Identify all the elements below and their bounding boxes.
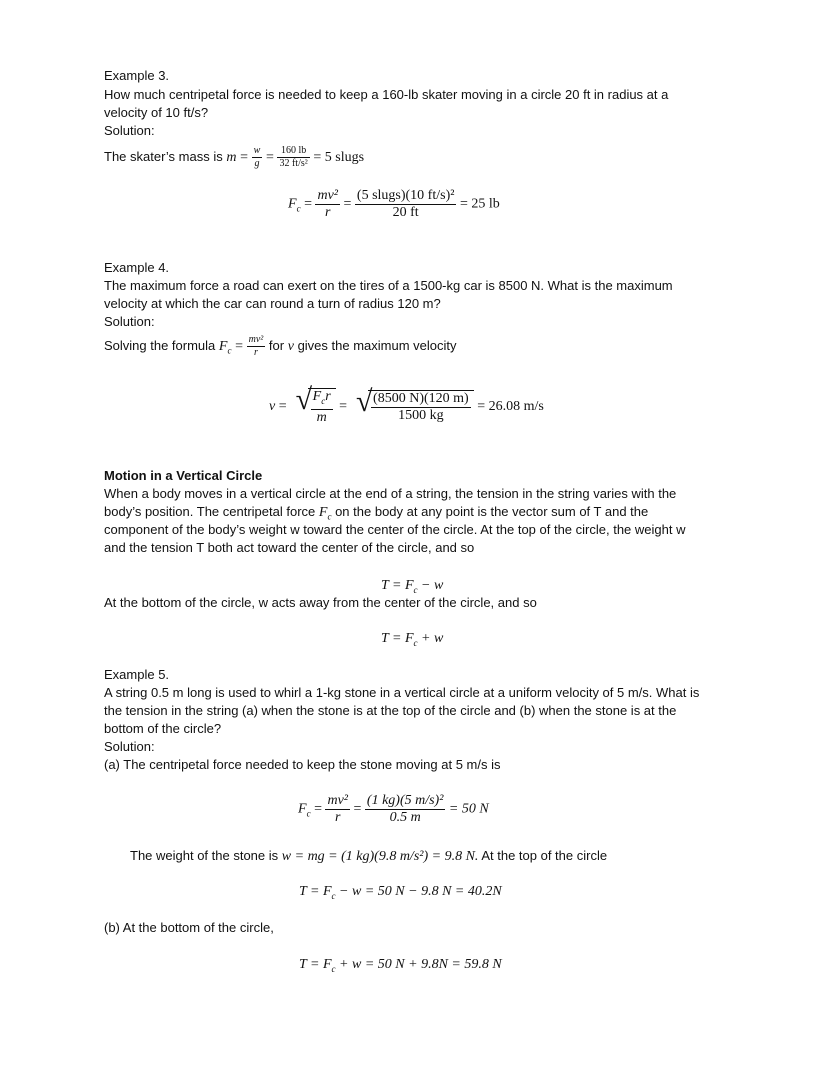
example-3-question-cont: velocity of 10 ft/s?: [104, 105, 209, 120]
mass-fraction: [277, 145, 309, 170]
weight-lead: The weight of the stone is: [130, 848, 279, 863]
vertical-para-line-3: component of the body’s weight w toward the center of the circle. At the top of the circle, the weight w: [104, 522, 686, 537]
w-symbol: w: [253, 145, 261, 156]
para-line-2-post: on the body at any point is the vector sum of T and the: [335, 504, 649, 519]
velocity-result: = 26.08 m/s: [477, 399, 544, 415]
skater-mass-line: [104, 145, 364, 170]
fcr-symbol: F: [312, 389, 322, 404]
example-5-solution-label: Solution:: [104, 739, 155, 754]
ex5-force-equation: [298, 793, 489, 826]
fc-symbol: F: [318, 505, 328, 520]
equals-sign-2: =: [265, 149, 274, 165]
m-denominator: m: [316, 409, 327, 425]
fc-subscript: c: [413, 637, 418, 648]
vertical-para-line-4: and the tension T both act toward the center of the circle, and so: [104, 540, 475, 555]
eq-bottom-lhs: T = F: [381, 631, 414, 646]
example-5-question-1: A string 0.5 m long is used to whirl a 1-kg stone in a vertical circle at a uniform velocity of 5 m/s. What is: [104, 685, 700, 700]
example-4-question: The maximum force a road can exert on the tires of a 1500-kg car is 8500 N. What is the maximum: [104, 278, 673, 293]
fc-subscript: c: [327, 511, 332, 522]
force-numerator: (5 slugs)(10 ft/s)²: [356, 188, 455, 203]
fc-subscript: c: [413, 584, 418, 595]
mv2-over-r: [315, 188, 340, 221]
ex4-velocity-equation: [269, 388, 544, 426]
sqrt-fcr-over-m: [308, 388, 336, 426]
force-numerator: (1 kg)(5 m/s)²: [366, 793, 444, 808]
solving-tail: gives the maximum velocity: [297, 337, 457, 353]
eq-top-tail: − w: [421, 578, 444, 593]
example-3-question: How much centripetal force is needed to keep a 160-lb skater moving in a circle 20 ft in radius at a: [104, 87, 669, 102]
bottom-tension-result: [299, 957, 502, 977]
mv2-numerator: mv²: [317, 188, 338, 203]
fc-symbol: F: [218, 338, 228, 354]
vertical-para-line-1: When a body moves in a vertical circle at the end of a string, the tension in the string varies with the: [104, 486, 677, 501]
solving-lead: Solving the formula: [104, 337, 216, 353]
equals-sign: =: [304, 196, 312, 212]
bottom-eq-lhs: T = F: [299, 957, 332, 972]
v-symbol: v: [287, 338, 294, 354]
w-over-g: [252, 145, 263, 170]
mass-numerator: 160 lb: [277, 145, 309, 158]
force-result: = 25 lb: [459, 196, 500, 212]
force-fraction: [355, 188, 457, 221]
example-5-question-2: the tension in the string (a) when the stone is at the top of the circle and (b) when the stone is at the: [104, 703, 677, 718]
r-denominator: r: [325, 205, 331, 220]
weight-line: [130, 847, 607, 865]
mass-result: = 5 slugs: [313, 149, 365, 165]
part-a-text: (a) The centripetal force needed to keep the stone moving at 5 m/s is: [104, 757, 501, 772]
equals-sign-2: =: [353, 801, 362, 817]
mv2-over-r: [325, 793, 350, 826]
mass-denominator: 32 ft/s²: [279, 158, 308, 169]
fc-symbol: F: [288, 196, 297, 212]
eq-bottom-tail: + w: [421, 631, 444, 646]
r-denominator: r: [254, 347, 258, 358]
example-4-heading: Example 4.: [104, 260, 170, 275]
g-symbol: g: [254, 158, 260, 169]
top-tension-result: [299, 884, 502, 904]
velocity-denominator: 1500 kg: [398, 407, 444, 423]
part-b-text: (b) At the bottom of the circle,: [104, 920, 274, 935]
section-title: Motion in a Vertical Circle: [104, 468, 263, 483]
equals-sign: =: [240, 149, 249, 165]
bottom-eq-tail: + w = 50 N + 9.8N = 59.8 N: [339, 957, 502, 972]
example-4-question-cont: velocity at which the car can round a turn of radius 120 m?: [104, 296, 441, 311]
solving-formula-line: [104, 334, 457, 359]
fc-subscript: c: [331, 890, 336, 901]
top-eq-lhs: T = F: [299, 884, 332, 899]
bottom-tension-equation: [381, 631, 443, 651]
force-denominator: 20 ft: [392, 205, 419, 220]
example-3-heading: Example 3.: [104, 68, 170, 83]
r-denominator: r: [335, 810, 341, 825]
force-fraction: [365, 793, 446, 826]
weight-equation: w = mg = (1 kg)(9.8 m/s²) = 9.8 N.: [281, 849, 479, 864]
mv2-numerator: mv²: [327, 793, 348, 808]
bottom-circle-text: At the bottom of the circle, w acts away from the center of the circle, and so: [104, 595, 537, 610]
fc-subscript: c: [331, 963, 336, 974]
example-3-solution-label: Solution:: [104, 123, 155, 138]
para-line-2-pre: body’s position. The centripetal force: [104, 504, 316, 519]
equals-sign-2: =: [343, 196, 352, 212]
top-eq-tail: − w = 50 N − 9.8 N = 40.2N: [339, 884, 502, 899]
skater-mass-lead: The skater’s mass is: [104, 148, 223, 164]
fc-subscript: c: [321, 395, 326, 406]
eq-top-lhs: T = F: [381, 578, 414, 593]
mv2-over-r-small: [247, 334, 266, 359]
example-5-heading: Example 5.: [104, 667, 170, 682]
equals-sign: =: [278, 399, 287, 415]
fc-subscript: c: [296, 203, 301, 214]
equals-sign: =: [314, 801, 322, 817]
v-symbol: v: [269, 399, 276, 415]
equals-sign-2: =: [339, 399, 348, 415]
fc-subscript: c: [227, 345, 232, 356]
equals-sign: =: [235, 338, 243, 354]
weight-tail: At the top of the circle: [481, 848, 608, 863]
example-5-question-3: bottom of the circle?: [104, 721, 222, 736]
velocity-numerator: √ (8500 N)(120 m): [373, 390, 469, 406]
fc-symbol: F: [298, 801, 307, 817]
force-result: = 50 N: [448, 801, 489, 817]
fc-subscript: c: [306, 808, 311, 819]
solving-for: for: [268, 337, 285, 353]
mass-symbol: m: [226, 149, 237, 165]
example-4-solution-label: Solution:: [104, 314, 155, 329]
mv2-numerator: mv²: [248, 334, 264, 345]
force-denominator: 0.5 m: [389, 810, 421, 825]
fcr-r: r: [325, 389, 331, 404]
sqrt-velocity-fraction: [368, 390, 474, 424]
ex3-force-equation: [288, 188, 500, 221]
